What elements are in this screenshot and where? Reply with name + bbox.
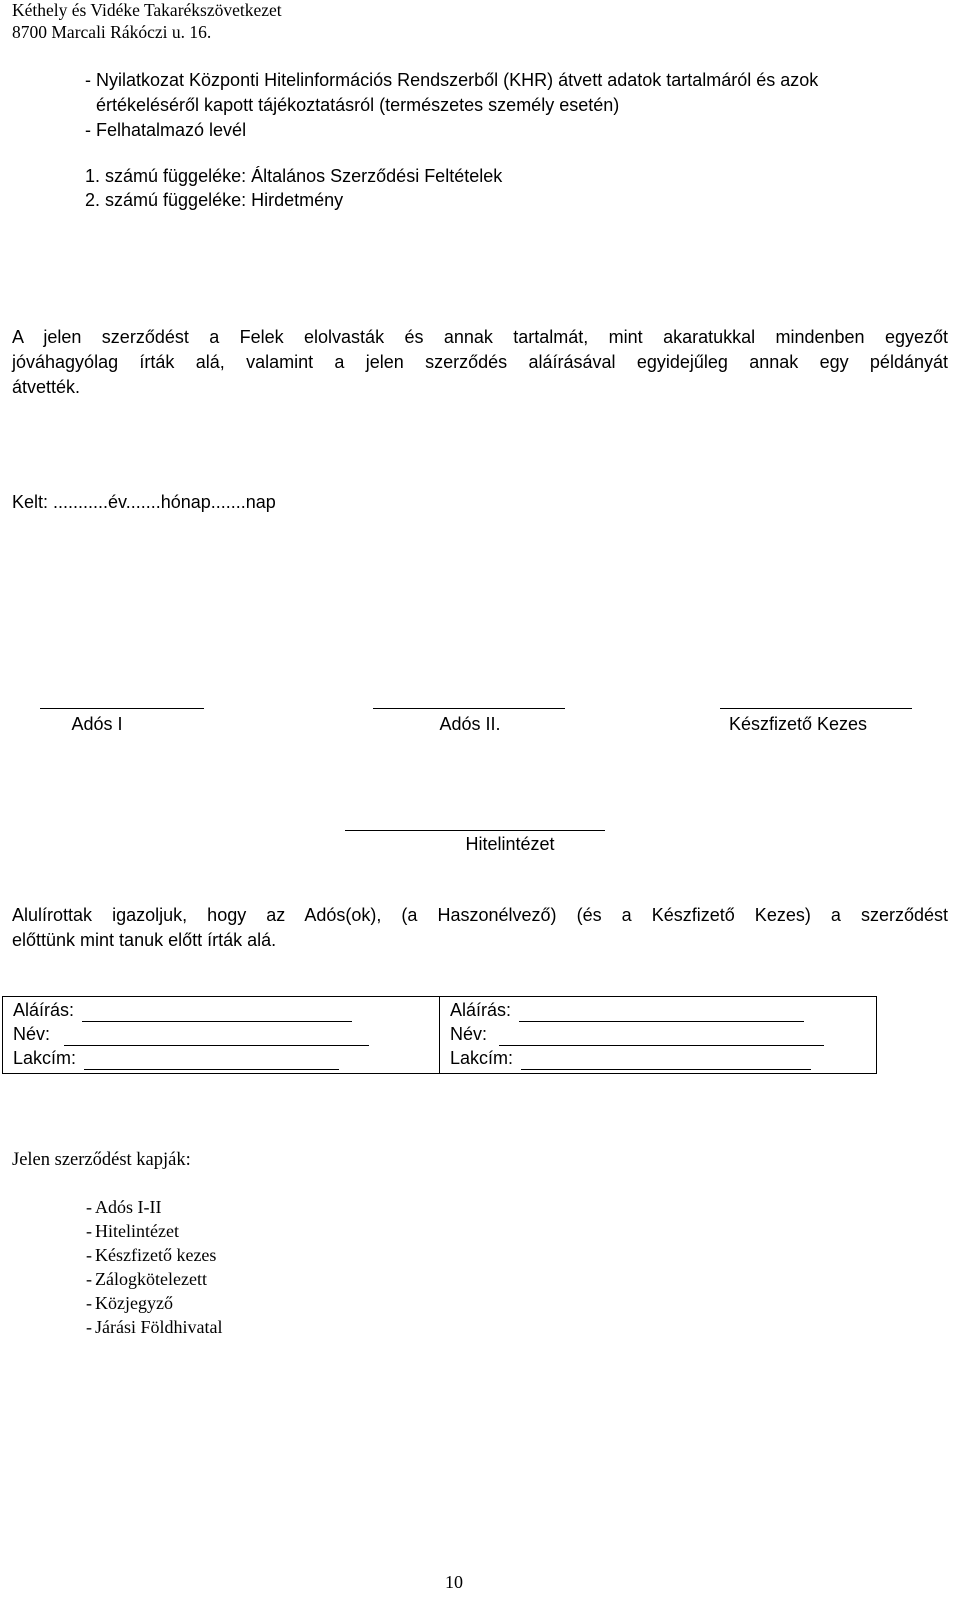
recipient-label: Hitelintézet	[95, 1221, 179, 1241]
recipient-item: - Közjegyző	[86, 1293, 173, 1313]
appendix-general-terms: 1. számú függeléke: Általános Szerződési Feltételek	[85, 166, 503, 186]
attachment-authorization-letter: - Felhatalmazó levél	[85, 120, 247, 140]
witness-left-name-label: Név:	[13, 1024, 51, 1044]
recipient-label: Járási Földhivatal	[95, 1317, 223, 1337]
appendix-announcement: 2. számú függeléke: Hirdetmény	[85, 190, 344, 210]
recipient-item: - Járási Földhivatal	[86, 1317, 223, 1337]
witness-right-signature-field[interactable]	[519, 1003, 804, 1022]
date-line: Kelt: ...........év.......hónap.......nap	[12, 492, 276, 512]
signature-label-guarantor: Készfizető Kezes	[728, 714, 868, 734]
signature-line-guarantor	[720, 708, 912, 709]
witness-left-name-row	[13, 1022, 439, 1046]
recipient-label: Közjegyző	[95, 1293, 173, 1313]
witness-right-signature-label: Aláírás:	[450, 1000, 512, 1020]
signature-line-debtor-1	[40, 708, 204, 709]
signature-label-debtor-1: Adós I	[71, 714, 123, 734]
witness-cell-right	[440, 997, 877, 1074]
statement-line-1: A jelen szerződést a Felek elolvasták és annak tartalmát, mint akaratukkal mindenben egyezőt	[12, 327, 948, 347]
signature-label-institution: Hitelintézet	[465, 834, 555, 854]
witness-cell-left	[3, 997, 440, 1074]
witness-left-name-field[interactable]	[64, 1027, 369, 1046]
witness-left-signature-row	[13, 998, 439, 1022]
witness-statement-line-2: előttünk mint tanuk előtt írták alá.	[12, 930, 277, 950]
signature-line-institution	[345, 830, 605, 831]
org-address: 8700 Marcali Rákóczi u. 16.	[12, 22, 212, 42]
signature-label-debtor-2: Adós II.	[439, 714, 501, 734]
witness-right-address-field[interactable]	[521, 1051, 811, 1070]
witness-left-address-row	[13, 1046, 439, 1070]
org-name: Kéthely és Vidéke Takarékszövetkezet	[12, 0, 282, 20]
recipient-label: Készfizető kezes	[95, 1245, 217, 1265]
witness-right-name-field[interactable]	[499, 1027, 824, 1046]
recipient-item: - Zálogkötelezett	[86, 1269, 207, 1289]
witness-right-name-row	[450, 1022, 876, 1046]
recipients-title: Jelen szerződést kapják:	[12, 1150, 191, 1170]
witness-right-name-label: Név:	[450, 1024, 488, 1044]
recipient-label: Zálogkötelezett	[95, 1269, 207, 1289]
attachment-khr-statement-line2: értékeléséről kapott tájékoztatásról (természetes személy esetén)	[96, 95, 620, 115]
attachment-khr-statement-line1: - Nyilatkozat Központi Hitelinformációs Rendszerből (KHR) átvett adatok tartalmáról és azok	[85, 70, 819, 90]
recipient-item: - Készfizető kezes	[86, 1245, 217, 1265]
statement-line-3: átvették.	[12, 377, 81, 397]
recipient-label: Adós I-II	[95, 1197, 162, 1217]
witness-right-signature-row	[450, 998, 876, 1022]
recipient-item: - Hitelintézet	[86, 1221, 179, 1241]
recipient-item: - Adós I-II	[86, 1197, 162, 1217]
statement-line-2: jóváhagyólag írták alá, valamint a jelen szerződés aláírásával egyidejűleg annak egy példányát	[12, 352, 948, 372]
witness-left-signature-label: Aláírás:	[13, 1000, 75, 1020]
witness-signature-table	[2, 996, 877, 1074]
witness-left-address-label: Lakcím:	[13, 1048, 77, 1068]
witness-left-address-field[interactable]	[84, 1051, 339, 1070]
witness-left-signature-field[interactable]	[82, 1003, 352, 1022]
page-number: 10	[445, 1572, 463, 1592]
witness-right-address-label: Lakcím:	[450, 1048, 514, 1068]
witness-right-address-row	[450, 1046, 876, 1070]
signature-line-debtor-2	[373, 708, 565, 709]
witness-statement-line-1: Alulírottak igazoljuk, hogy az Adós(ok), (a Haszonélvező) (és a Készfizető Kezes) a szerződést	[12, 905, 948, 925]
